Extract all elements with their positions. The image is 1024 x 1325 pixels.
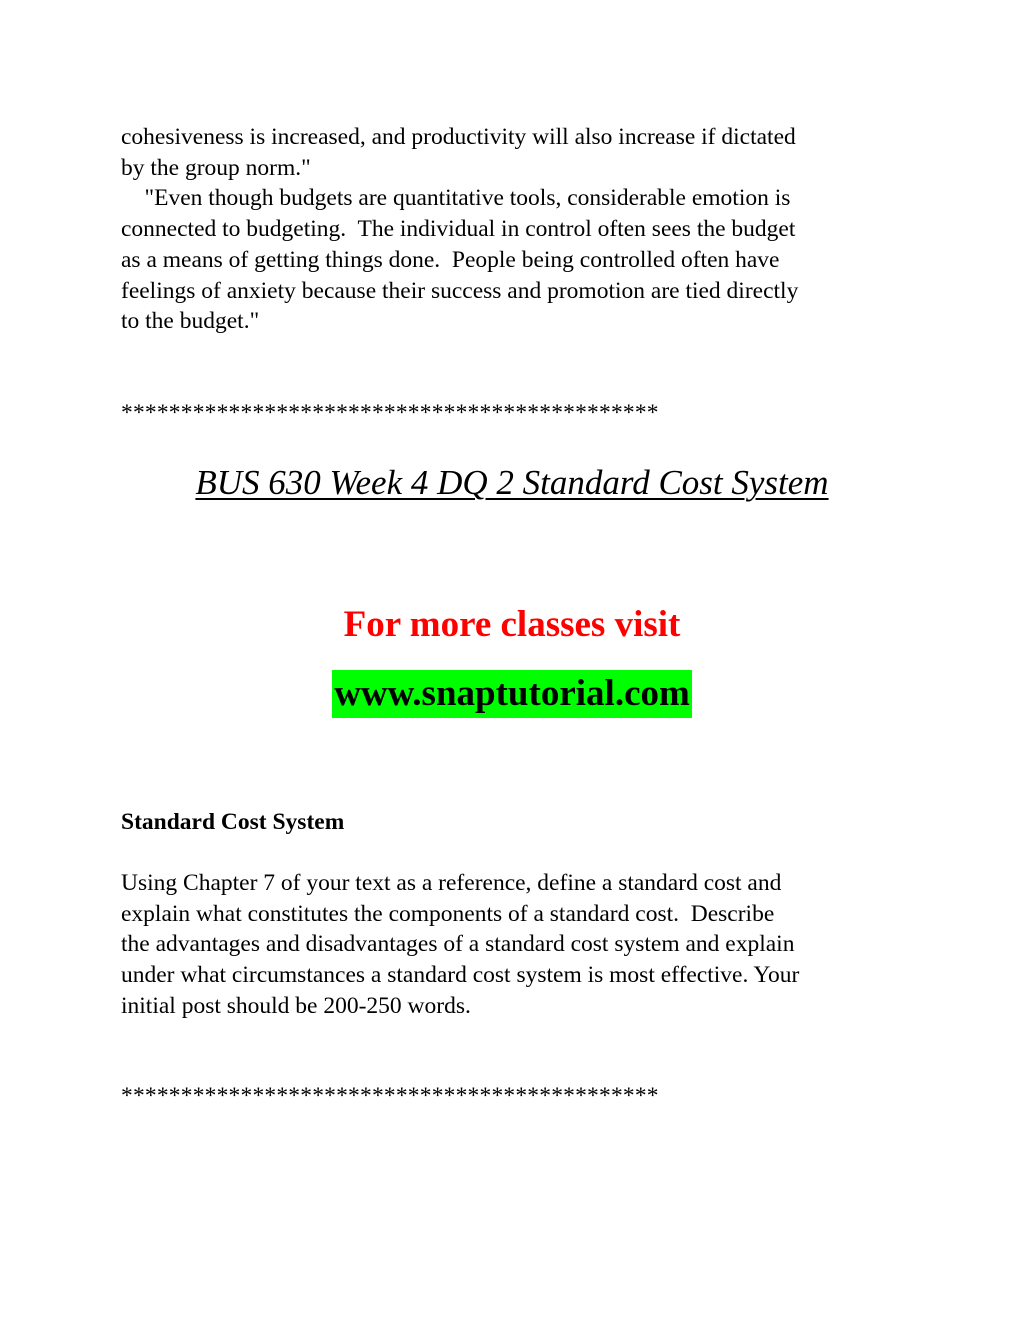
excerpt-line: feelings of anxiety because their success and promotion are tied directly — [121, 277, 799, 304]
excerpt-line: as a means of getting things done. People being controlled often have — [121, 246, 780, 273]
promo-text: For more classes visit — [343, 604, 681, 645]
course-title — [0, 461, 1024, 505]
excerpt-line: by the group norm." — [121, 154, 311, 181]
section-line: Using Chapter 7 of your text as a reference, define a standard cost and — [121, 870, 782, 896]
section-heading: Standard Cost System — [121, 809, 345, 835]
separator-bottom: ********************************************* — [121, 1083, 659, 1109]
section-line: initial post should be 200-250 words. — [121, 992, 471, 1019]
excerpt-line: to the budget." — [121, 308, 260, 335]
excerpt-line: cohesiveness is increased, and productivity will also increase if dictated — [121, 124, 796, 150]
section-line: the advantages and disadvantages of a standard cost system and explain — [121, 931, 795, 958]
excerpt-line: connected to budgeting. The individual in control often sees the budget — [121, 216, 796, 243]
section-line: explain what constitutes the components of a standard cost. Describe — [121, 900, 775, 927]
snaptutorial-link[interactable]: www.snaptutorial.com — [332, 670, 692, 718]
section-line: under what circumstances a standard cost system is most effective. Your — [121, 962, 800, 989]
separator-top: ********************************************* — [121, 400, 659, 426]
section-paragraph — [121, 868, 911, 1022]
excerpt-paragraph — [121, 122, 911, 337]
promo-link-wrap — [0, 670, 1024, 718]
course-title-text: BUS 630 Week 4 DQ 2 Standard Cost System — [195, 463, 829, 502]
excerpt-line: "Even though budgets are quantitative tools, considerable emotion is — [121, 185, 791, 212]
